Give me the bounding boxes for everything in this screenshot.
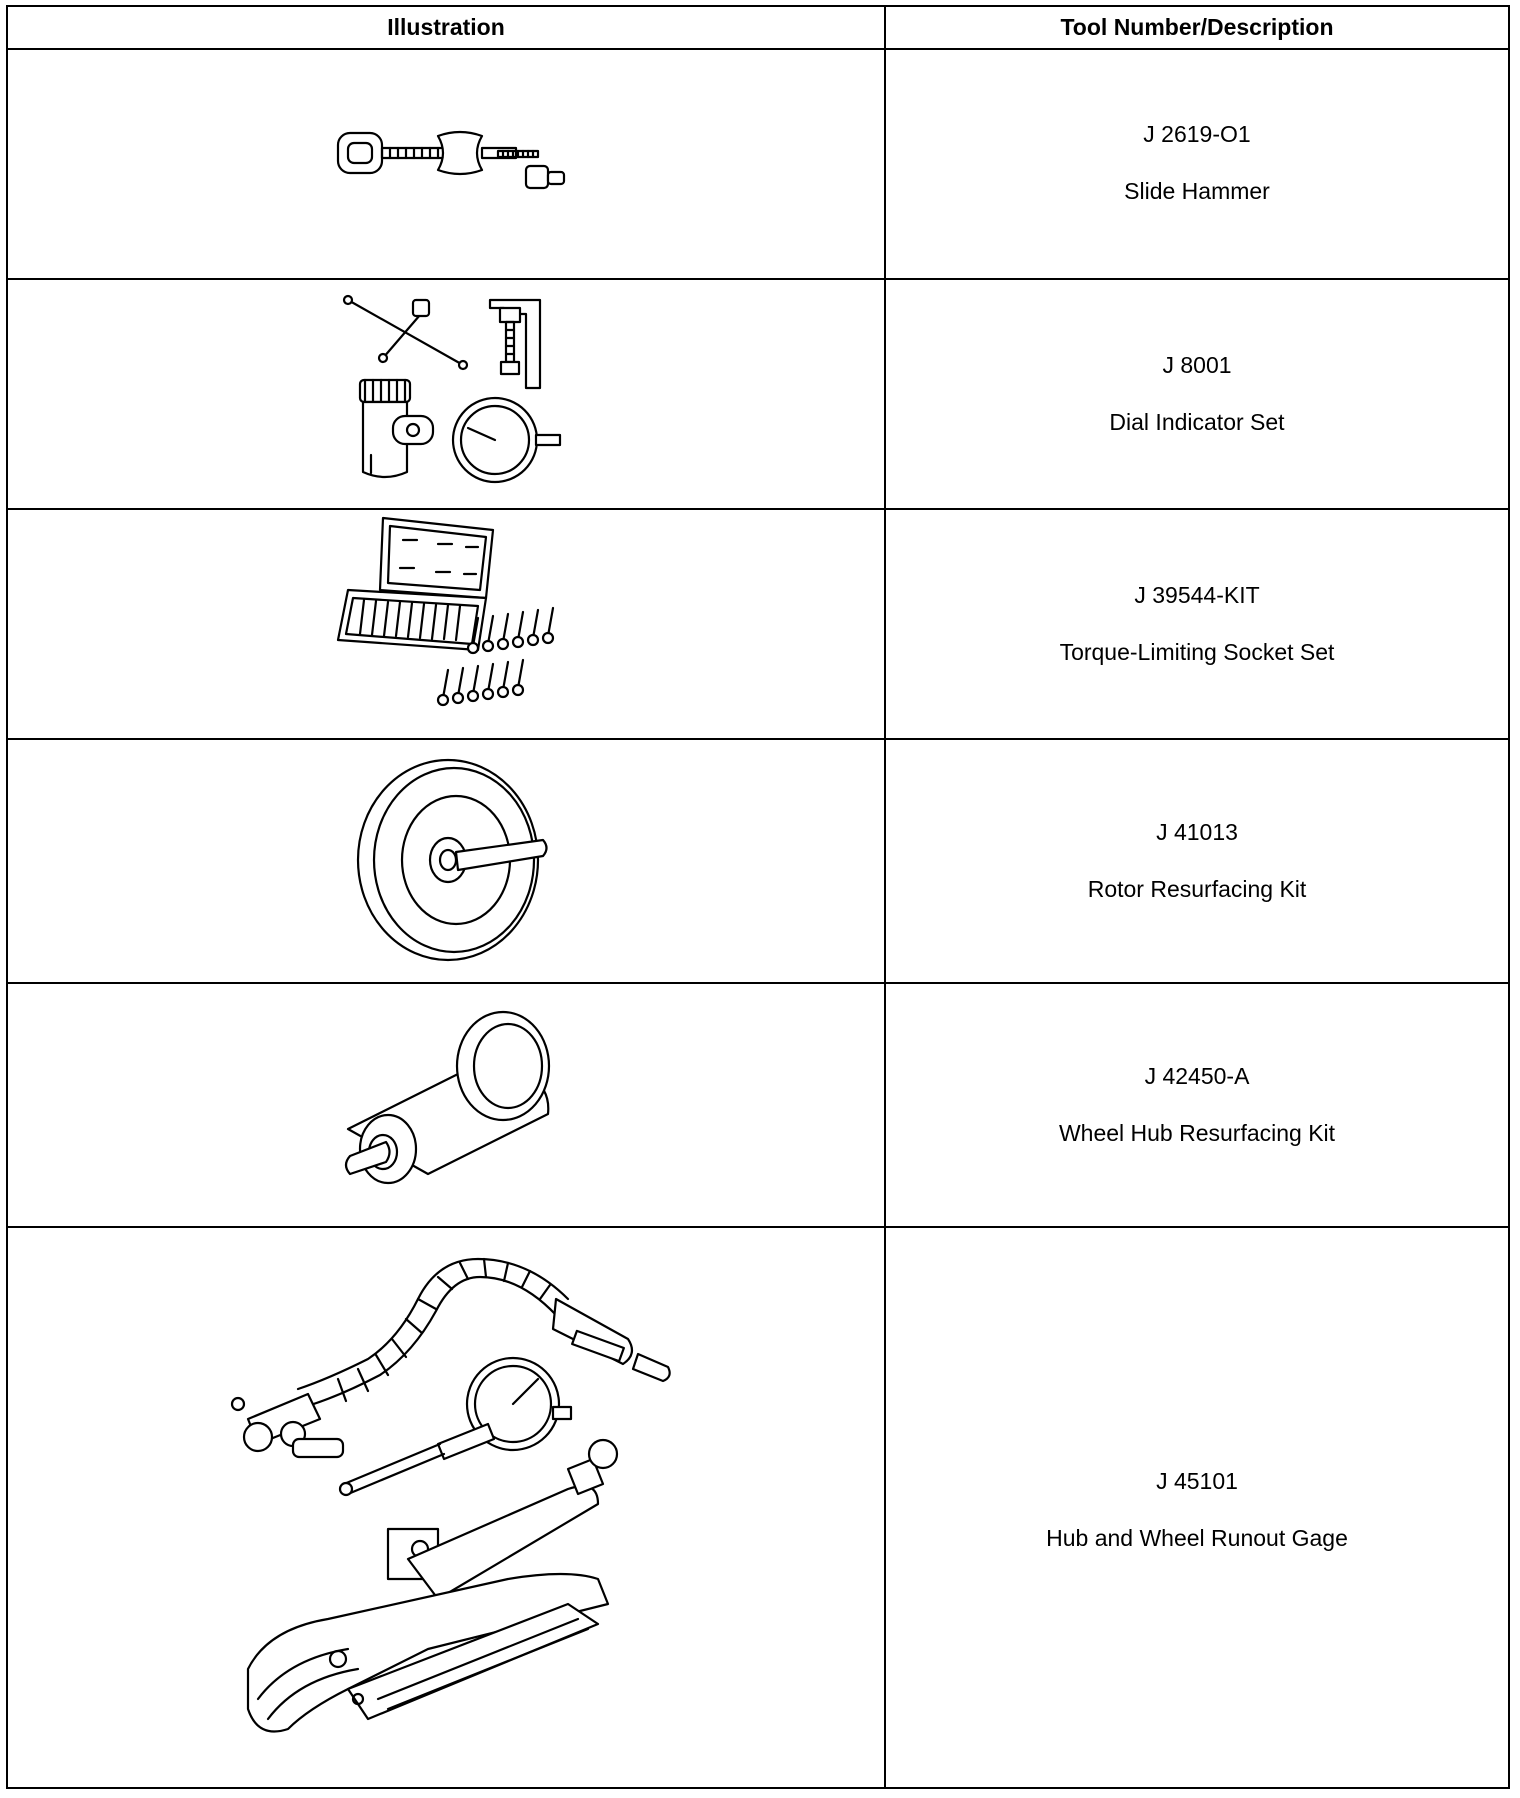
table-row [8, 48, 1508, 280]
tool-description: Dial Indicator Set [1109, 409, 1285, 435]
runout-gage-icon [8, 1228, 884, 1791]
tool-number: J 41013 [1156, 819, 1238, 845]
tool-description: Rotor Resurfacing Kit [1087, 876, 1307, 902]
dial-indicator-set-icon [8, 280, 884, 508]
tool-number: J 45101 [1156, 1467, 1238, 1494]
tool-description: Torque-Limiting Socket Set [1059, 639, 1335, 665]
tool-description: Hub and Wheel Runout Gage [1046, 1524, 1348, 1551]
tool-number: J 39544-KIT [1134, 582, 1260, 608]
table-row [8, 740, 1508, 984]
header-illustration: Illustration [387, 14, 505, 40]
slide-hammer-icon [8, 48, 884, 278]
table-row [8, 1228, 1508, 1791]
tool-number: J 8001 [1162, 352, 1232, 378]
header-tool-description: Tool Number/Description [1060, 14, 1334, 40]
hub-resurfacing-icon [8, 984, 884, 1226]
tool-description: Slide Hammer [1124, 178, 1270, 204]
table-row [8, 280, 1508, 510]
tool-number: J 42450-A [1144, 1063, 1250, 1089]
table-row [8, 984, 1508, 1228]
table-header [8, 7, 1508, 50]
tool-description: Wheel Hub Resurfacing Kit [1058, 1120, 1336, 1146]
socket-set-icon [8, 510, 884, 738]
rotor-resurfacing-icon [8, 740, 884, 982]
table-row [8, 510, 1508, 740]
tool-number: J 2619-O1 [1143, 121, 1251, 147]
tool-table [6, 5, 1510, 1789]
